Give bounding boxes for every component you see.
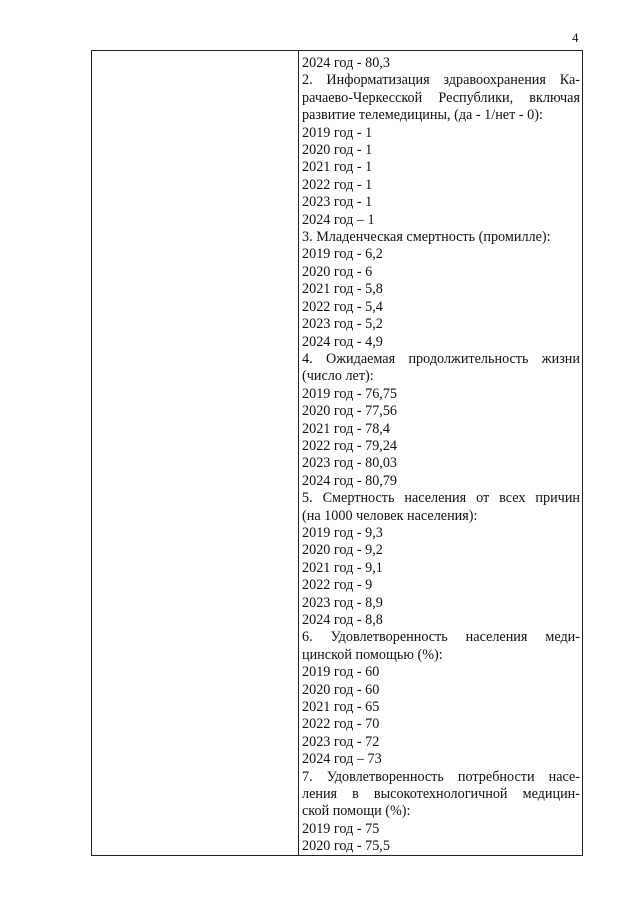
text-line: 2020 год - 77,56: [302, 403, 398, 420]
text-line: 2019 год - 75: [302, 820, 380, 837]
page-number: 4: [572, 30, 579, 45]
text-line: (на 1000 человек населения):: [302, 507, 478, 524]
text-line: 2020 год - 75,5: [302, 838, 390, 855]
text-line: 2021 год - 1: [302, 159, 373, 176]
text-line: 2024 год - 80,3: [302, 55, 390, 71]
text-line: 2024 год - 4,9: [302, 333, 383, 350]
text-line: 2024 год – 73: [302, 751, 382, 768]
text-line: 2020 год - 9,2: [302, 542, 383, 559]
text-line: 2023 год - 8,9: [302, 594, 383, 611]
document-table: [91, 50, 583, 856]
text-line: (число лет):: [302, 368, 374, 385]
text-line: цинской помощью (%):: [302, 646, 443, 663]
text-line: развитие телемедицины, (да - 1/нет - 0):: [302, 107, 543, 124]
text-line: 2023 год - 5,2: [302, 316, 383, 333]
text-line: 2022 год - 79,24: [302, 437, 398, 454]
text-line: 4. Ожидаемая продолжительность жизни: [302, 350, 580, 367]
text-line: 2019 год - 6,2: [302, 246, 383, 263]
text-line: ской помощи (%):: [302, 803, 411, 820]
text-line: 2024 год - 80,79: [302, 472, 398, 489]
text-line: 2022 год - 9: [302, 577, 373, 594]
text-line: 2020 год - 6: [302, 263, 373, 280]
text-line: 2022 год - 5,4: [302, 298, 383, 315]
text-line: 2022 год - 1: [302, 176, 373, 193]
text-line: 3. Младенческая смертность (промилле):: [302, 229, 551, 246]
text-line: 2024 год – 1: [302, 211, 375, 228]
text-line: рачаево-Черкесской Республики, включая: [302, 89, 580, 106]
text-line: 2021 год - 65: [302, 699, 380, 716]
text-line: ления в высокотехнологичной медицин-: [302, 786, 580, 803]
text-line: 2019 год - 1: [302, 124, 373, 141]
text-line: 2023 год - 80,03: [302, 455, 398, 472]
table-left-column: [92, 51, 299, 855]
text-line: 2019 год - 60: [302, 664, 380, 681]
text-line: 2019 год - 9,3: [302, 524, 383, 541]
text-line: 6. Удовлетворенность населения меди-: [302, 629, 580, 646]
text-line: 2020 год - 60: [302, 681, 380, 698]
text-line: 2023 год - 72: [302, 733, 380, 750]
text-line: 7. Удовлетворенность потребности насе-: [302, 768, 580, 785]
text-line: 2019 год - 76,75: [302, 385, 398, 402]
text-line: 2021 год - 5,8: [302, 281, 383, 298]
text-line: 2021 год - 9,1: [302, 559, 383, 576]
text-line: 2021 год - 78,4: [302, 420, 390, 437]
table-right-column: [299, 51, 582, 855]
text-line: 2020 год - 1: [302, 142, 373, 159]
text-line: 5. Смертность населения от всех причин: [302, 490, 580, 507]
text-line: 2022 год - 70: [302, 716, 380, 733]
text-line: 2023 год - 1: [302, 194, 373, 211]
text-line: 2024 год - 8,8: [302, 612, 383, 628]
text-line: 2. Информатизация здравоохранения Ка-: [302, 72, 580, 89]
